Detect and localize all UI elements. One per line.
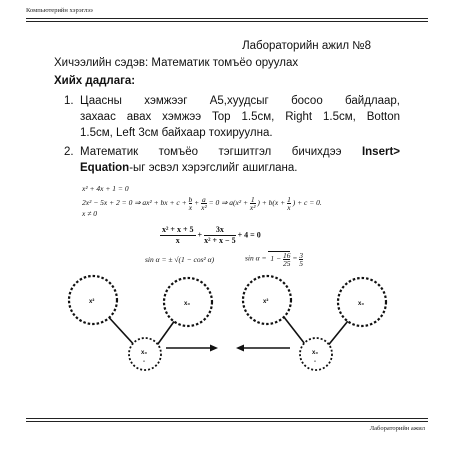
eq2-frac-a-den: x² (201, 203, 207, 212)
eq4-frac-2 (204, 225, 236, 246)
eq2-frac-1x-num: 1 (287, 195, 291, 204)
circle-4-label: x₀ (358, 301, 365, 307)
equation-3: x ≠ 0 (82, 209, 97, 218)
footer-rule-thin (26, 421, 428, 422)
step-2 (64, 144, 400, 176)
step-2-line-2 (80, 160, 400, 176)
eq6-one: 1 − (270, 254, 283, 264)
eq2-frac-b-num: b (188, 195, 193, 204)
eq2-frac-b-x (189, 196, 193, 211)
footer-rule (26, 418, 428, 419)
lab-title: Лабораторийн ажил №8 (242, 40, 371, 52)
step-2-line-1 (80, 144, 400, 160)
eq2-frac-1-den: x² (249, 203, 256, 212)
eq6-num: 16 (282, 251, 291, 260)
eq2-frac-1-num: 1 (250, 195, 255, 204)
step-2-line-2-text: -ыг эсвэл хэрэгслийг ашиглана. (129, 162, 298, 174)
node-1-label: x₀ (141, 350, 148, 356)
eq2-part-g: = 0 ⇒ a(x² + (208, 198, 250, 208)
eq2-frac-1-x2 (250, 196, 256, 211)
equation-4 (160, 225, 261, 246)
eq2-plus: + (194, 198, 202, 208)
eq2-frac-1x-den: x (287, 203, 291, 212)
step-1-line-1: Цаасны хэмжээг А5,хуудсыг босоо байдлаар, (80, 95, 400, 107)
step-2-equation-command: Equation (80, 162, 130, 174)
equation-1: x² + 4x + 1 = 0 (82, 184, 129, 193)
step-2-line-1-text: Математик томъёо тэгшитгэл бичихдээ (80, 146, 362, 158)
step-2-number: 2. (64, 146, 74, 158)
node-2-label: x₀ (312, 350, 319, 356)
step-2-insert-menu: Insert> (361, 146, 400, 158)
eq4-plus: + (197, 230, 205, 240)
eq6-sqrt (268, 251, 290, 267)
eq6-frac-3-5 (299, 252, 303, 267)
header-rule-thin (26, 21, 428, 22)
eq2-part-j: ) + b(x + (257, 198, 288, 208)
step-1-line-2: захаас авах хэмжээ Top 1.5см, Right 1.5см, Botton (80, 111, 400, 123)
equation-6 (245, 251, 303, 267)
equation-2 (82, 196, 322, 211)
eq4-frac-1 (160, 225, 196, 246)
eq6-result-num: 3 (299, 250, 304, 260)
running-footer: Лабораторийн ажил (369, 425, 425, 432)
eq2-frac-a-num: a (202, 195, 206, 204)
running-header: Компьютерийн хэрэглээ (26, 7, 93, 14)
eq4-end: + 4 = 0 (237, 230, 261, 240)
step-1-line-3: 1.5см, Left 3см байхаар тохируулна. (80, 127, 273, 139)
eq4-frac-2-num: 3x (204, 225, 236, 236)
eq2-frac-1-x (287, 196, 291, 211)
circle-diagram (0, 270, 453, 380)
lab-topic: Хичээлийн сэдэв: Математик томъёо оруулах (54, 57, 299, 69)
eq6-den: 25 (282, 259, 291, 268)
eq6-frac-16-25 (283, 252, 291, 267)
arrow-right-head (210, 345, 218, 352)
eq4-frac-1-den: x (175, 236, 180, 245)
eq2-part-m: ) + c = 0. (292, 198, 322, 208)
node-1-sub: - (143, 359, 145, 365)
eq2-part-a: 2x² − 5x + 2 = 0 ⇒ ax² + bx + c + (82, 198, 189, 208)
header-rule (26, 18, 428, 19)
equation-5: sin α = ± √(1 − cos² α) (145, 255, 215, 264)
circle-3-label: x² (263, 299, 269, 305)
steps-heading: Хийх дадлага: (54, 75, 136, 87)
eq6-result-den: 5 (299, 258, 304, 268)
eq6-pre: sin α = (245, 253, 269, 263)
eq4-frac-1-num: x² + x + 5 (162, 225, 194, 234)
step-1 (64, 93, 400, 141)
circle-2-label: x₀ (184, 301, 191, 307)
eq6-equals: = (292, 253, 300, 263)
node-2-sub: - (314, 359, 316, 365)
circle-1-label: x² (89, 299, 95, 305)
eq2-frac-a-x2 (201, 196, 207, 211)
eq2-frac-b-den: x (188, 203, 193, 212)
arrow-left-head (236, 345, 244, 352)
step-1-number: 1. (64, 95, 74, 107)
eq4-frac-2-den: x² + x − 5 (204, 236, 236, 245)
